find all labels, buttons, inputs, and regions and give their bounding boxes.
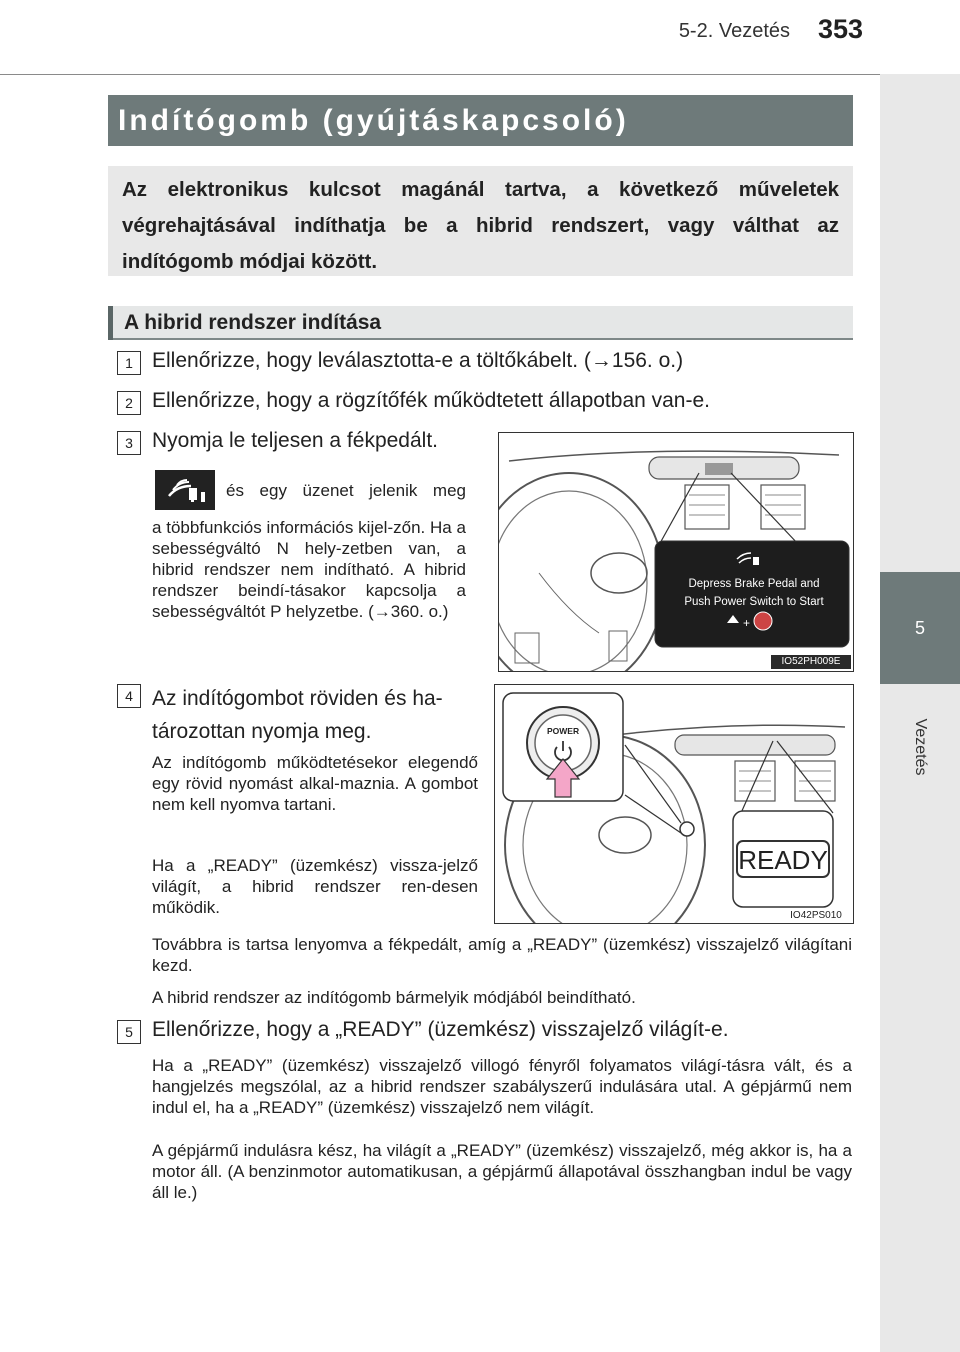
brake-warning-icon xyxy=(155,470,215,510)
step-number-3: 3 xyxy=(117,431,141,455)
display-message-line1: Depress Brake Pedal and xyxy=(688,578,820,590)
step5-note2: A gépjármű indulásra kész, ha világít a „READY” (üzemkész) visszajelző, még akkor is, ha a motor áll. (A benzinmotor automatikusan, a gépjármű állapotával összhangban indul be vagy áll le.) xyxy=(152,1141,852,1202)
chapter-label-text: Vezetés xyxy=(912,718,929,776)
chapter-number-tab: 5 xyxy=(880,572,960,684)
section-heading: A hibrid rendszer indítása xyxy=(124,311,382,334)
step4-note2: Ha a „READY” (üzemkész) vissza-jelző világít, a hibrid rendszer ren-desen működik. xyxy=(152,856,478,917)
step-text-2: Ellenőrizze, hogy a rögzítőfék működtetett állapotban van-e. xyxy=(152,389,710,412)
power-button-illustration xyxy=(495,685,853,923)
figure1-code: IO52PH009E xyxy=(771,655,851,669)
step-number-1: 1 xyxy=(117,351,141,375)
step4-note1: Az indítógomb működtetésekor elegendő egy rövid nyomást alkal-maznia. A gombot nem kell nyomva tartani. xyxy=(152,753,478,814)
header-rule xyxy=(0,74,880,75)
step3-note: a többfunkciós információs kijel-zőn. Ha a sebességváltó N hely-zetben van, a hibrid rendszer nem indítható. A hibrid rendszer beindí-tásakor kapcsolja a sebességváltót P helyzetbe. (→360. o.) xyxy=(152,518,466,621)
step-text-4-line1: Az indítógombot röviden és ha- xyxy=(152,687,443,710)
dashboard-illustration xyxy=(499,433,853,671)
step-text-4 xyxy=(152,682,443,748)
figure2-code: IO42PS010 xyxy=(785,909,847,922)
step-number-4: 4 xyxy=(117,684,141,708)
step-text-3: Nyomja le teljesen a fékpedált. xyxy=(152,429,438,452)
step-number-5: 5 xyxy=(117,1020,141,1044)
step-text-1: Ellenőrizze, hogy leválasztotta-e a töltőkábelt. (→156. o.) xyxy=(152,349,684,372)
page-title: Indítógomb (gyújtáskapcsoló) xyxy=(108,95,853,146)
step4-note4: A hibrid rendszer az indítógomb bármelyik módjából beindítható. xyxy=(152,988,636,1007)
figure-dashboard-message xyxy=(498,432,854,672)
display-message xyxy=(659,575,849,611)
intro-box: Az elektronikus kulcsot magánál tartva, a következő műveletek végrehajtásával indíthatja be a hibrid rendszert, vagy válthat az indítógomb módjai között. xyxy=(108,166,853,276)
section-heading-bar xyxy=(108,306,113,340)
ready-indicator: READY xyxy=(738,845,828,875)
step-text-4-line2: tározottan nyomja meg. xyxy=(152,720,372,743)
step4-note3: Továbbra is tartsa lenyomva a fékpedált, amíg a „READY” (üzemkész) visszajelző világítani kezd. xyxy=(152,935,852,975)
step-number-2: 2 xyxy=(117,391,141,415)
page-number: 353 xyxy=(818,14,864,44)
step3-note-first: és egy üzenet jelenik meg xyxy=(226,481,466,500)
side-tab-upper xyxy=(880,74,960,572)
step5-note1: Ha a „READY” (üzemkész) visszajelző villogó fényről folyamatos világí-tásra vált, és a hangjelzés megszólal, az a hibrid rendszer szabályszerű indulására utal. A gépjármű nem indul el, ha a „READY” (üzemkész) visszajelző nem világít. xyxy=(152,1056,852,1117)
display-message-line2: Push Power Switch to Start xyxy=(684,596,824,608)
figure-power-button xyxy=(494,684,854,924)
chapter-label xyxy=(880,692,960,802)
power-button-label: POWER xyxy=(547,726,580,736)
step-text-5: Ellenőrizze, hogy a „READY” (üzemkész) visszajelző világít-e. xyxy=(152,1018,729,1041)
header-section: 5-2. Vezetés xyxy=(678,20,790,42)
svg-text:+: + xyxy=(743,616,751,630)
